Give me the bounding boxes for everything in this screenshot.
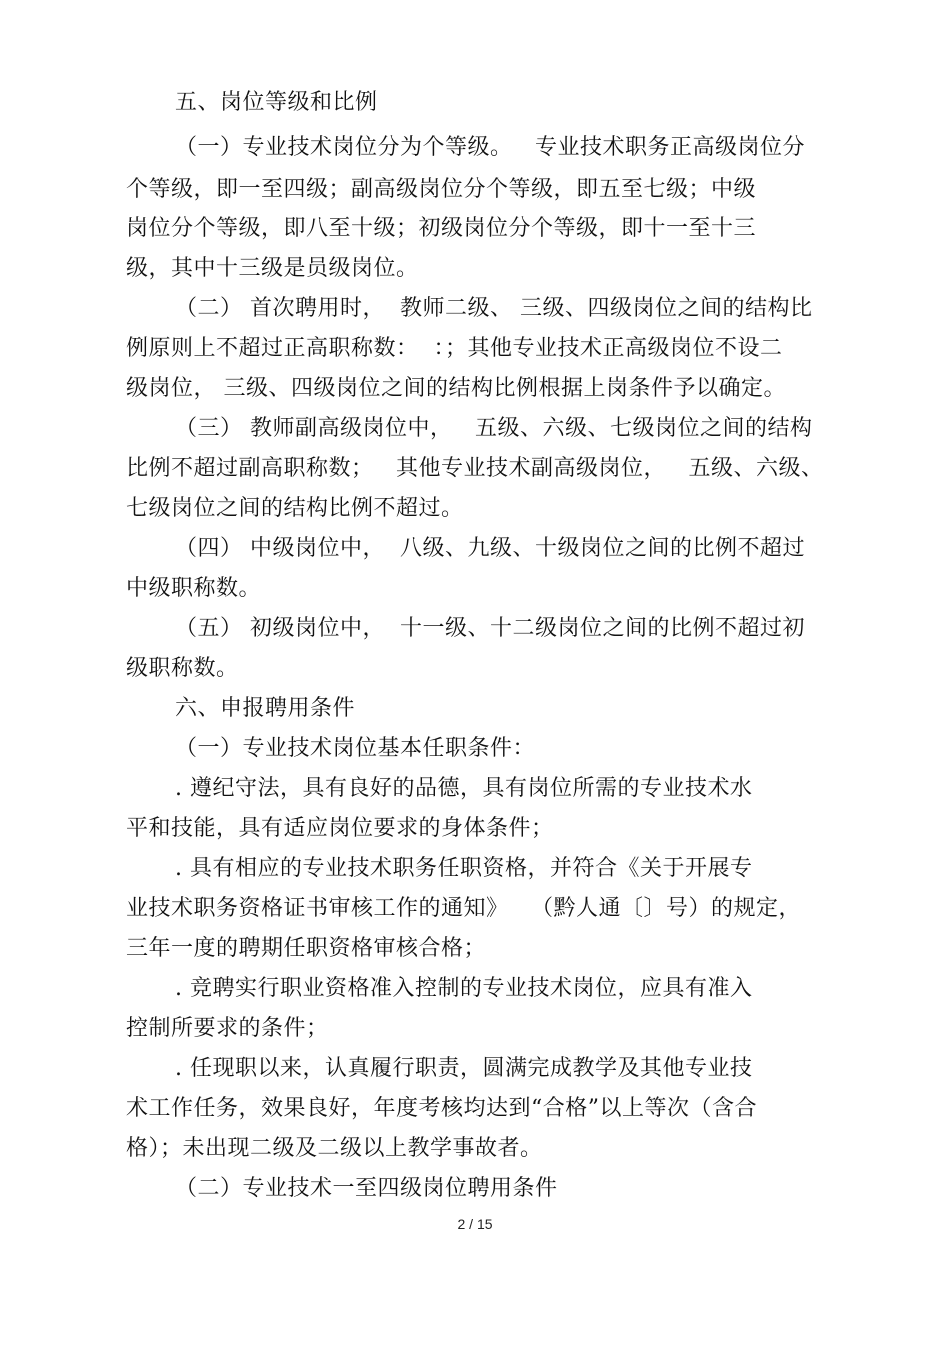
paragraph-line: 格）；未出现二级及二级以上教学事故者。 — [126, 1136, 543, 1161]
paragraph-line: （一）专业技术岗位分为个等级。 专业技术职务正高级岗位分 — [175, 135, 805, 160]
page-number: 2 / 15 — [457, 1216, 493, 1232]
paragraph-line: （三） 教师副高级岗位中， 五级、六级、七级岗位之间的结构 — [175, 416, 813, 441]
subheading-line: （二）专业技术一至四级岗位聘用条件 — [175, 1176, 558, 1201]
paragraph-line: 中级职称数。 — [126, 576, 262, 601]
paragraph-line: . 任现职以来，认真履行职责，圆满完成教学及其他专业技 — [175, 1056, 753, 1081]
paragraph-line: 术工作任务，效果良好，年度考核均达到“合格”以上等次（含合 — [126, 1096, 757, 1121]
paragraph-line: （二） 首次聘用时， 教师二级、 三级、四级岗位之间的结构比 — [175, 296, 813, 321]
paragraph-line: . 竞聘实行职业资格准入控制的专业技术岗位，应具有准入 — [175, 976, 753, 1001]
paragraph-line: （四） 中级岗位中， 八级、九级、十级岗位之间的比例不超过 — [175, 536, 805, 561]
paragraph-line: 级岗位， 三级、四级岗位之间的结构比例根据上岗条件予以确定。 — [126, 376, 786, 401]
heading-five: 五、岗位等级和比例 — [175, 90, 378, 115]
subheading-line: （一）专业技术岗位基本任职条件： — [175, 736, 536, 761]
paragraph-line: . 具有相应的专业技术职务任职资格，并符合《关于开展专 — [175, 856, 753, 881]
paragraph-line: . 遵纪守法，具有良好的品德，具有岗位所需的专业技术水 — [175, 776, 753, 801]
paragraph-line: 级，其中十三级是员级岗位。 — [126, 256, 419, 281]
paragraph-line: 平和技能，具有适应岗位要求的身体条件； — [126, 816, 554, 841]
paragraph-line: 例原则上不超过正高职称数： ：；其他专业技术正高级岗位不设二 — [126, 336, 783, 361]
paragraph-line: 控制所要求的条件； — [126, 1016, 329, 1041]
paragraph-line: 岗位分个等级，即八至十级；初级岗位分个等级，即十一至十三 — [126, 216, 757, 241]
paragraph-line: 个等级，即一至四级；副高级岗位分个等级，即五至七级；中级 — [126, 177, 757, 202]
paragraph-line: 业技术职务资格证书审核工作的通知》 （黔人通〔〕号）的规定， — [126, 896, 801, 921]
heading-six: 六、申报聘用条件 — [175, 696, 356, 721]
paragraph-line: 三年一度的聘期任职资格审核合格； — [126, 936, 487, 961]
paragraph-line: （五） 初级岗位中， 十一级、十二级岗位之间的比例不超过初 — [175, 616, 805, 641]
paragraph-line: 比例不超过副高职称数； 其他专业技术副高级岗位， 五级、六级、 — [126, 456, 824, 481]
paragraph-line: 七级岗位之间的结构比例不超过。 — [126, 496, 464, 521]
paragraph-line: 级职称数。 — [126, 656, 239, 681]
